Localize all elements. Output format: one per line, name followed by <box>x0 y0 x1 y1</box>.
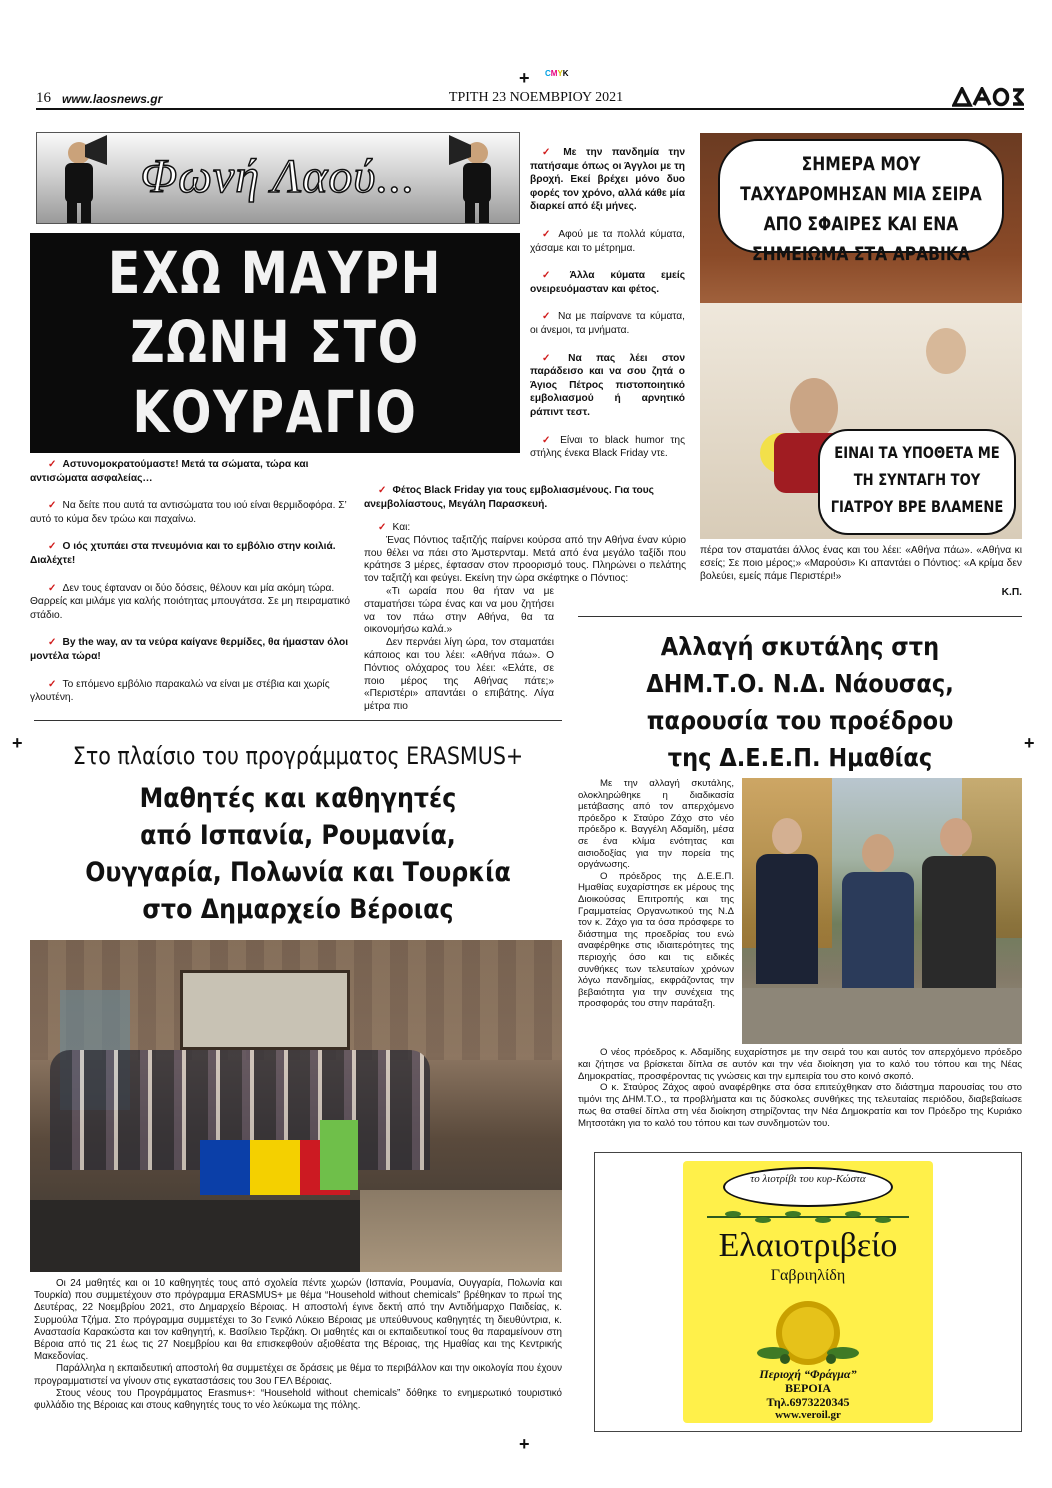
nd-article-intro: Με την αλλαγή σκυτάλης, ολοκληρώθηκε η διαδικασία μετάβασης από τον απερχόμενο πρόεδρο κ Σταύρο Ζάχο στο νέο πρόεδρο κ. Βαγγέλη Αδαμίδη, μέσα σε ένα κλίμα ενότητας και αισιοδοξίας για την πορεία της οργάνωσης. Ο πρόεδρος της Δ.Ε.Ε.Π. Ημαθίας ευχαρίστησε εκ μέρους της Διοικούσας Επιτροπής και της Γραμματείας Οργανωτικού της Ν.Δ τον κ. Ζάχο για τα όσα πρόσφερε το διάστημα της προεδρίας του ενώ αναφέρθηκε στις ιδιαιτερότητες της περιοχής όσο και τις ειδικές συνθήκες των τελευταίων χρόνων λόγω πανδημίας, εκφράζοντας την βεβαιότητα για την συνέχεια της προσφοράς του στην παράταξη. <box>578 778 734 1010</box>
erasmus-group-photo <box>30 940 562 1272</box>
website[interactable]: www.laosnews.gr <box>62 92 163 106</box>
reg-mark-left: + <box>12 733 23 753</box>
list-item: ✓ Είναι το black humor της στήλης ένεκα Black Friday ντε. <box>530 434 685 460</box>
masthead-logo <box>952 87 1024 112</box>
list-item: ✓ Άλλα κύματα εμείς ονειρευόμασταν και φέτος. <box>530 270 685 295</box>
reg-mark-top: + <box>519 68 530 88</box>
nd-photo <box>742 778 1022 1044</box>
megaphone-figure-left-icon <box>41 135 111 223</box>
list-item: ✓ Το επόμενο εμβόλιο παρακαλώ να είναι με στέβια και χωρίς γλουτένη. <box>30 678 330 704</box>
reg-mark-right: + <box>1024 733 1035 753</box>
divider-right <box>578 616 1022 617</box>
list-item: ✓ Δεν τους έφταναν οι δύο δόσεις, θέλουν και μία ακόμη τώρα. Θαρρείς και μιλάμε για καλής ποιότητας μπουγάτσα. Σε μη πειραματικό στάδιο. <box>30 582 351 621</box>
left-items-column <box>30 458 352 719</box>
megaphone-figure-right-icon <box>445 135 515 223</box>
divider-left <box>34 720 562 721</box>
column-title: Φωνή Λαού... <box>140 150 416 203</box>
list-item: ✓ Να με παίρνανε τα κύματα, οι άνεμοι, τα μνήματα. <box>530 311 685 336</box>
ad-phone[interactable]: Τηλ.6973220345 <box>766 1395 850 1409</box>
column-banner <box>36 132 520 224</box>
list-item: ✓ Να πας λέει στον παράδεισο και να σου ζητά ο Άγιος Πέτρος πιστοποιητικό εμβολιασμού ή αρνητικό ράπιντ τεστ. <box>530 352 685 418</box>
story-body: Ένας Πόντιος ταξιτζής παίρνει κούρσα από την Αθήνα έναν κύριο που θέλει να πάει στο Άμστερνταμ. Μετά από ένα μεγάλο ταξίδι που κράτησε 3 μέρες, έφτασαν στον προορισμό τους. Πληρώνει ο πελάτης τον ταξιτζή και φεύγει. Εκείνη την ώρα σκέφτηκε ο Πόντιος: «Τι ωραία που θα ήταν να με σταματήσει τώρα ένας και να μου ζητήσει να τον πάω στην Αθήνα, θα τα οικονομήσω καλά.» Δεν περνάει λίγη ώρα, τον σταματάει κάποιος και του λέει: «Αθήνα πάω». Ο Πόντιος ολόχαρος του λέει: «Ελάτε, σε ποιο μέρος της Αθήνας πάτε;» «Περιστέρι» απαντάει ο επιβάτης. Λίγα μέτρα πιο <box>364 534 686 713</box>
laos-logo-icon <box>952 87 1024 107</box>
olive-mill-ad[interactable] <box>594 1152 1022 1432</box>
page-number: 16 <box>36 90 51 106</box>
nd-article-title: Αλλαγή σκυτάλης στη ΔΗΜ.Τ.Ο. Ν.Δ. Νάουσας, παρουσία του προέδρου της Δ.Ε.Ε.Π. Ημαθίας <box>646 632 954 772</box>
list-item: ✓ Με την πανδημία την πατήσαμε όπως οι Άγγλοι με τη βροχή. Εκεί βρέχει μόνο δυο φορές τον χρόνο, αλλά κάθε μία διαρκεί από έξι μήνες. <box>530 147 685 213</box>
headline-line-3: ΚΟΥΡΑΓΙΟ <box>132 378 418 446</box>
issue-date: ΤΡΙΤΗ 23 ΝΟΕΜΒΡΙΟΥ 2021 <box>448 90 624 105</box>
ad-tag-oval: το λιοτρίβι του κυρ-Κώστα <box>723 1167 893 1207</box>
ad-area: Περιοχή “Φράγμα” <box>759 1367 857 1381</box>
reg-mark-bottom: + <box>519 1434 530 1454</box>
black-friday-item: ✓ Φέτος Black Friday για τους εμβολιασμένους. Για τους ανεμβολίαστους, Μεγάλη Παρασκευή. <box>364 485 654 510</box>
story-intro: ✓ Και: <box>378 522 411 534</box>
ad-name: Ελαιοτριβείο <box>718 1227 898 1264</box>
ad-owner: Γαβριηλίδη <box>770 1267 846 1284</box>
list-item: ✓ By the way, αν τα νεύρα καίγανε θερμίδες, θα ήμασταν όλοι μοντέλα τώρα! <box>30 637 349 662</box>
olive-oil-drop-icon <box>753 1289 863 1369</box>
ad-city: ΒΕΡΟΙΑ <box>784 1381 831 1395</box>
story-continued: πέρα τον σταματάει άλλος ένας και του λέει: «Αθήνα πάω». «Αθήνα κι εσείς; Σε ποιο μέρος;» «Μαρούσι» Κι απαντάει ο Πόντιος: «Α κρίμα δεν βολεύει, εμείς πάμε Περιστέρι!» Κ.Π. <box>700 545 1022 599</box>
page-header <box>36 88 1024 110</box>
headline-line-2: ΖΩΝΗ ΣΤΟ <box>130 308 420 376</box>
list-item: ✓ Αφού με τα πολλά κύματα, χάσαμε και το μέτρημα. <box>530 228 685 254</box>
cmyk-mark: CMYK <box>545 69 569 78</box>
headline-line-1: ΕΧΩ ΜΑΥΡΗ <box>107 239 443 307</box>
mid-items-column <box>530 146 685 475</box>
list-item: ✓ Ο ιός χτυπάει στα πνευμόνια και το εμβόλιο στην κοιλιά. Διαλέχτε! <box>30 541 336 566</box>
olive-branch-icon <box>703 1209 913 1225</box>
list-item: ✓ Να δείτε που αυτά τα αντισώματα του ιού είναι θερμιδοφόρα. Σ’ αυτό το κύμα δεν τρώω και παχαίνω. <box>30 500 347 525</box>
erasmus-body: Οι 24 μαθητές και οι 10 καθηγητές τους από σχολεία πέντε χωρών (Ισπανία, Ρουμανία, Ουγγαρία, Πολωνία και Τουρκία) που συμμετέχουν στο πρόγραμμα ERASMUS+ με θέμα “Household without chemicals” βρέθηκαν το πρωί της Δευτέρας, 22 Νοεμβρίου 2021, στο Δημαρχείο Βέροιας. Η αποστολή έγινε δεκτή από την Αντιδήμαρχο Παιδείας, κ. Συρμούλα Τζήμα. Στο πρόγραμμα συμμετέχει το 3ο Γενικό Λύκειο Βέροιας με υπεύθυνους καθηγητές τη διευθύντρια, κ. Αναστασία Καρακώστα και τον καθηγητή, κ. Βασίλειο Τερζάκη. Οι μαθητές και οι εκπαιδευτικοί τους θα παραμείνουν στη Βέροια από τις 21 έως τις 27 Νοεμβρίου και θα επισκεφθούν αξιοθέατα της Βέροιας, της Ημαθίας και της Κεντρικής Μακεδονίας. Παράλληλα η εκπαιδευτική αποστολή θα συμμετέχει σε δράσεις με θέμα το περιβάλλον και την οικολογία που έχουν προγραμματιστεί να γίνουν στις εγκαταστάσεις του 3ου ΓΕΛ Βέροιας. Στους νέους του Προγράμματος Erasmus+: “Household without chemicals” δόθηκε το ενημερωτικό τουριστικό φυλλάδιο της Βέροιας και στους καθηγητές τους το νέο λεύκωμα της πόλης. <box>34 1278 562 1412</box>
ad-website[interactable]: www.veroil.gr <box>775 1409 841 1421</box>
erasmus-kicker: Στο πλαίσιο του προγράμματος ERASMUS+ <box>72 742 524 770</box>
list-item: ✓ Αστυνομοκρατούμαστε! Μετά τα σώματα, τώρα και αντισώματα ασφαλείας… <box>30 459 309 484</box>
cartoon-image <box>700 133 1022 539</box>
bottom-speech-bubble: ΕΙΝΑΙ ΤΑ ΥΠΟΘΕΤΑ ΜΕ ΤΗ ΣΥΝΤΑΓΗ ΤΟΥ ΓΙΑΤΡΟΥ ΒΡΕ ΒΛΑΜΕΝΕ <box>818 429 1016 535</box>
black-belt-headline <box>30 233 520 453</box>
signature: Κ.Π. <box>1001 587 1022 599</box>
top-speech-bubble: ΣΗΜΕΡΑ ΜΟΥ ΤΑΧΥΔΡΟΜΗΣΑΝ ΜΙΑ ΣΕΙΡΑ ΑΠΟ ΣΦΑΙΡΕΣ ΚΑΙ ΕΝΑ ΣΗΜΕΙΩΜΑ ΣΤΑ ΑΡΑΒΙΚΑ <box>718 139 1004 253</box>
nd-article-body: Ο νέος πρόεδρος κ. Αδαμίδης ευχαρίστησε με την σειρά του και αυτός τον απερχόμενο πρόεδρο και ζήτησε να βρίσκεται δίπλα σε αυτόν και την νέα διοίκηση για το καλό του τόπου και της Νέας Δημοκρατίας, προσφέροντας τις γνώσεις και την εμπειρία του στο κοινό σκοπό. Ο κ. Σταύρος Ζάχος αφού αναφέρθηκε στα όσα επιτεύχθηκαν στο διάστημα παρουσίας του στο τιμόνι της ΔΗΜ.Τ.Ο., τα προβλήματα και τις δύσκολες συνθήκες της τελευταίας περιόδου, διαβεβαίωσε πως θα σταθεί δίπλα στη νέα διοίκηση στηρίζοντας την Νέα Δημοκρατία και τον Πρόεδρο της Κυριάκο Μητσοτάκη για το καλό του τόπου και των συνδημοτών του. <box>578 1047 1022 1129</box>
erasmus-title: Μαθητές και καθηγητές από Ισπανία, Ρουμανία, Ουγγαρία, Πολωνία και Τουρκία στο Δημαρχείο Βέροιας <box>85 783 511 925</box>
